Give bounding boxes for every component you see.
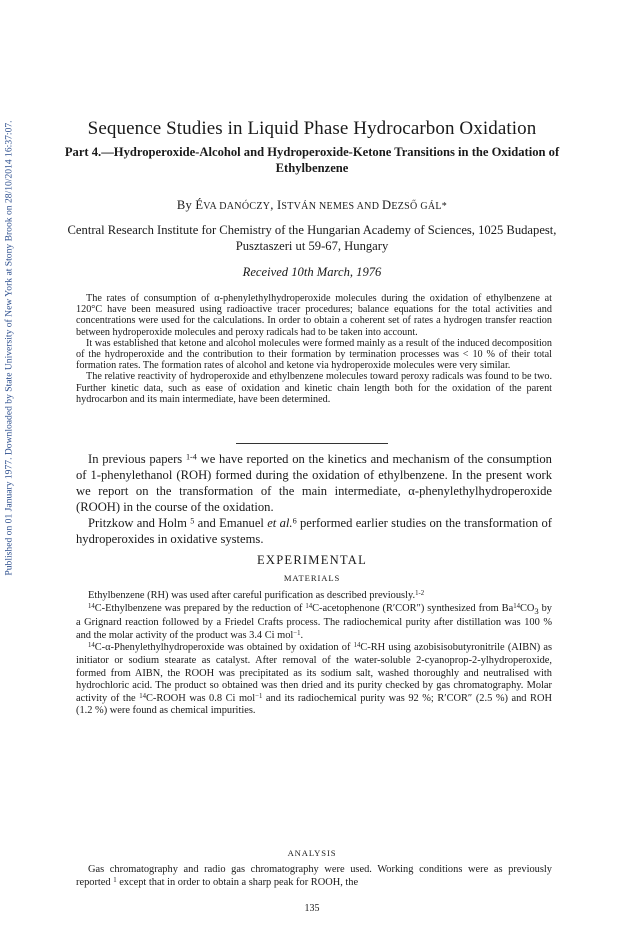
body-paragraph: Gas chromatography and radio gas chromatography were used. Working conditions were as previously reported $^1$ except that in order to obtain a sharp peak for ROOH, the <box>76 864 552 888</box>
author-3: DEZSŐ GÁL* <box>382 198 448 212</box>
abstract-paragraph: The rates of consumption of α-phenylethylhydroperoxide molecules during the oxidation of ethylbenzene at 120°C have been measured using radioactive tracer procedures; balance equations for the total activities and concentrations were used for the calculations. In order to obtain a coherent set of rates a hydrogen transfer reaction between hydroperoxide molecules and peroxy radicals had to be taken into account. <box>76 293 552 338</box>
download-notice-text: Published on 01 January 1977. Downloaded by State University of New York at Stony Brook on 28/10/2014 16:37:07. <box>3 120 15 576</box>
subsection-heading-materials: MATERIALS <box>283 573 341 583</box>
introduction <box>76 451 552 547</box>
received-date: Received 10th March, 1976 <box>242 265 382 279</box>
body-paragraph: In previous papers $^{1-4}$ we have reported on the kinetics and mechanism of the consumption of 1-phenylethanol (ROH) formed during the oxidation of ethylbenzene. In the present work we report on the transformation of the main intermediate, α-phenylethylhydroperoxide (ROOH) in the course of the oxidation. <box>76 452 552 514</box>
body-paragraph: $^{14}$C-Ethylbenzene was prepared by the reduction of $^{14}$C-acetophenone (R′COR″) synthesized from $Ba^{14}CO_3$ by a Grignard reaction followed by a Friedel Crafts process. The radiochemical purity after distillation was 100 % and the molar activity of the product was 3.4 Ci mol$^{-1}$. <box>76 602 552 641</box>
citation-ref[interactable]: 1-2 <box>415 589 425 597</box>
body-paragraph: Pritzkow and Holm $^5$ and Emanuel et al.$^6$ performed earlier studies on the transformation of hydroperoxides in oxidative systems. <box>76 516 552 546</box>
abstract <box>76 293 552 405</box>
section-heading-experimental: EXPERIMENTAL <box>257 553 367 567</box>
abstract-paragraph: The relative reactivity of hydroperoxide and ethylbenzene molecules toward peroxy radicals was found to be two. Further kinetic data, such as ease of oxidation and kinetic chain length both for the oxidation of the parent hydrocarbon and its main intermediate, have been determined. <box>76 371 552 405</box>
author-2: ISTVÁN NEMES <box>276 198 355 212</box>
page-number: 135 <box>304 903 320 914</box>
citation-ref[interactable]: 6 <box>292 516 297 526</box>
analysis-section <box>76 864 552 889</box>
download-watermark <box>2 88 16 608</box>
section-divider <box>236 443 388 444</box>
affiliation: Central Research Institute for Chemistry of the Hungarian Academy of Sciences, 1025 Budapest, Pusztaszeri ut 59-67, Hungary <box>67 223 557 253</box>
author-1: ÉVA DANÓCZY <box>195 198 271 212</box>
materials-section <box>76 590 552 718</box>
citation-ref[interactable]: 5 <box>190 516 195 526</box>
body-paragraph: $^{14}$C-α-Phenylethylhydroperoxide was obtained by oxidation of $^{14}$C-RH using azobisisobutyronitrile (AIBN) as initiator or sodium stearate as catalyst. After removal of the water-soluble 2-cyanoprop-2-ylhydroperoxide, formed from AIBN, the ROOH was precipitated as its sodium salt, washed thoroughly and neutralised with hydrochloric acid. The product so obtained was then dried and its purity checked by gas chromatography. Molar activity of the $^{14}$C-ROOH was 0.8 Ci mol$^{-1}$ and its radiochemical purity was 92 %; R′COR″ (2.5 %) and ROH (1.2 %) were found as chemical impurities. <box>76 642 552 717</box>
paper-subtitle: Part 4.—Hydroperoxide-Alcohol and Hydroperoxide-Ketone Transitions in the Oxidation of Ethylbenzene <box>64 145 560 175</box>
body-paragraph: Ethylbenzene (RH) was used after careful purification as described previously.$^{1-2}$ <box>88 589 425 601</box>
author-line: By ÉVA DANÓCZY, ISTVÁN NEMES AND DEZSŐ GÁL* <box>176 198 448 212</box>
by-label: By <box>176 198 192 212</box>
citation-ref[interactable]: 1 <box>113 876 117 884</box>
abstract-paragraph: It was established that ketone and alcohol molecules were formed mainly as a result of the induced decomposition of the hydroperoxide and the contribution to their formation by termination processes was < 10 % of their total formation rates. The formation rates of alcohol and ketone via hydroperoxide molecules were very similar. <box>76 337 552 372</box>
subsection-heading-analysis: ANALYSIS <box>287 848 337 858</box>
citation-ref[interactable]: 1-4 <box>185 452 197 462</box>
paper-title: Sequence Studies in Liquid Phase Hydrocarbon Oxidation <box>87 118 537 139</box>
